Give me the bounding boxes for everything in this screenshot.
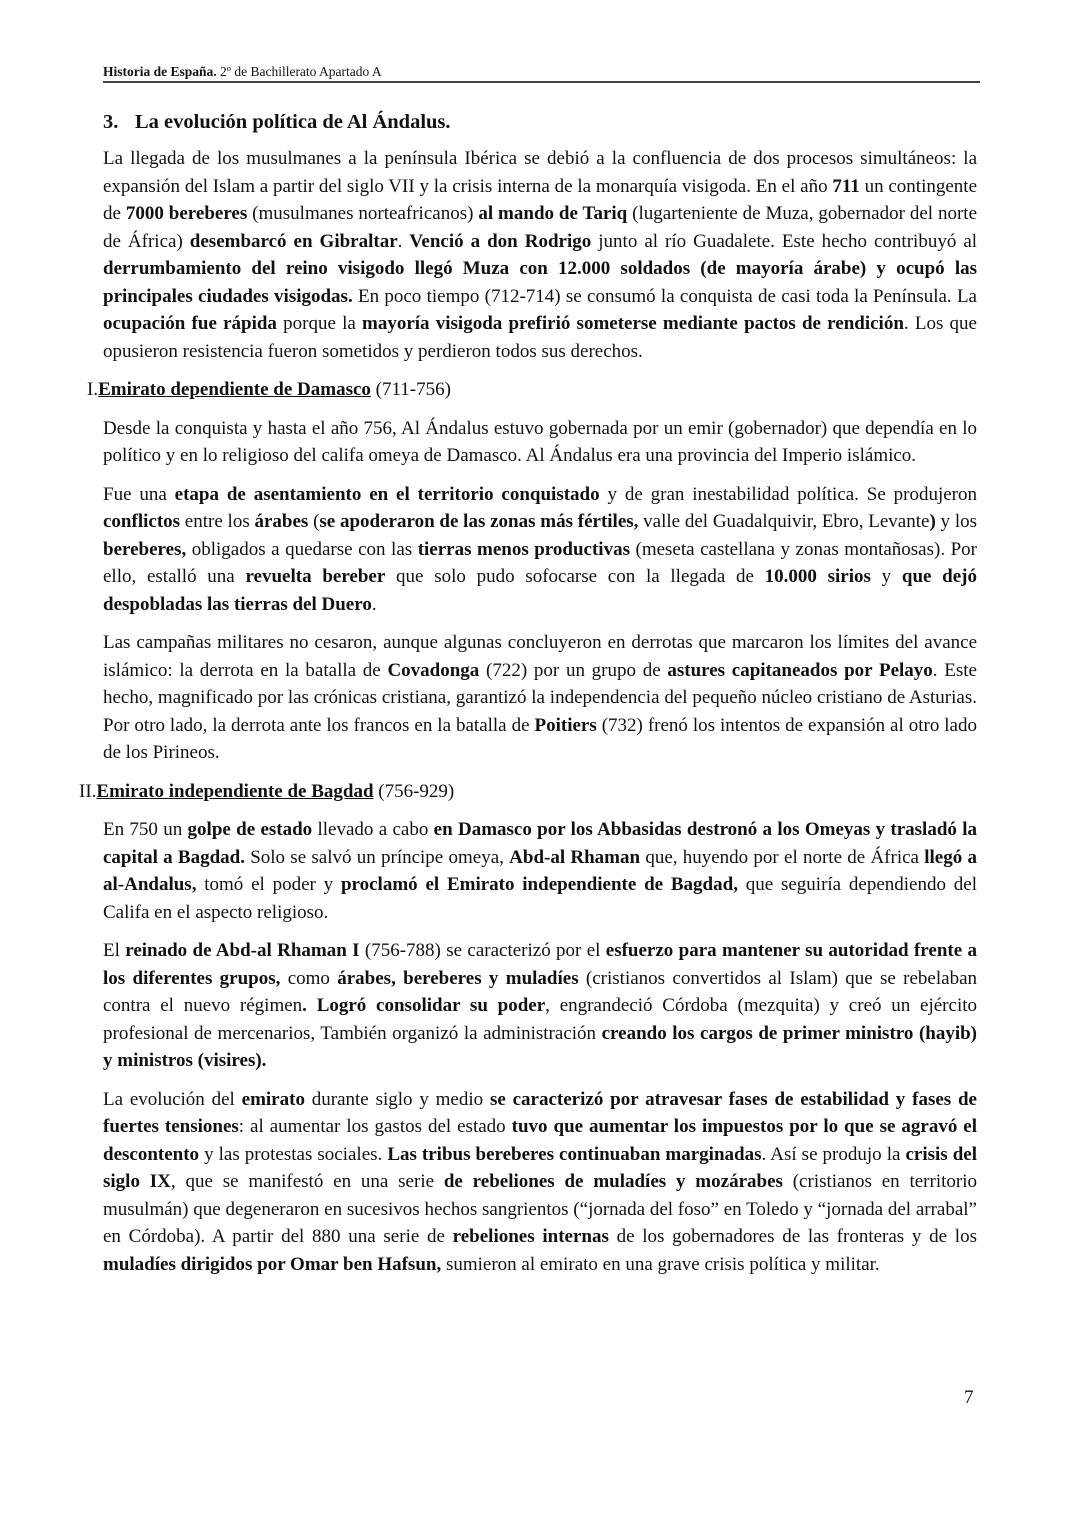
- text: que solo pudo sofocarse con la llegada de: [385, 566, 765, 587]
- bold-text: Las tribus bereberes continuaban marginadas: [387, 1143, 762, 1165]
- text: En poco tiempo (712-714) se consumó la conquista de casi toda la Península. La: [352, 285, 977, 307]
- bold-text: 7000 bereberes: [125, 203, 248, 224]
- text: (756-788) se caracterizó por el: [359, 940, 606, 961]
- text: (musulmanes norteafricanos): [247, 203, 479, 224]
- text: . Este hecho, magnificado por las crónicas cristiana, garantizó la independencia del pequeño núcleo cristiano de Asturias. Por otro lado, la derrota ante los francos en la batalla de: [103, 659, 977, 736]
- bold-text: astures capitaneados por Pelayo: [667, 659, 933, 681]
- text: , que se manifestó en una serie: [170, 1171, 444, 1192]
- paragraph: [103, 937, 977, 1075]
- bold-text: etapa de asentamiento en el territorio conquistado: [174, 483, 600, 505]
- bold-text: al mando de Tariq: [478, 203, 628, 224]
- text: entre los: [180, 511, 255, 532]
- text: tomó el poder y: [196, 874, 341, 895]
- text: (722) por un grupo de: [479, 659, 668, 681]
- text: y los: [935, 511, 977, 532]
- header-course: Historia de España.: [103, 64, 217, 79]
- page-number: 7: [964, 1387, 974, 1408]
- text: porque la: [276, 313, 362, 334]
- heading-dates: (711-756): [370, 379, 451, 400]
- heading-title: Emirato independiente de Bagdad: [96, 780, 374, 802]
- bold-text: se apoderaron de las zonas más fértiles,: [319, 511, 639, 532]
- bold-text: en Damasco por los Abbasidas destronó a los Omeyas y trasladó la capital a Bagdad.: [103, 819, 977, 868]
- text: obligados a quedarse con las: [186, 538, 418, 560]
- text: valle del Guadalquivir, Ebro, Levante: [638, 511, 930, 532]
- paragraph: [103, 629, 977, 767]
- text: y de gran inestabilidad política. Se produjeron: [599, 483, 978, 505]
- paragraph: [103, 1086, 977, 1279]
- text: La llegada de los musulmanes a la península Ibérica se debió a la confluencia de dos procesos simultáneos: la expansión del Islam a partir del siglo VII y la crisis interna de la monarquía visigoda. En el año: [103, 148, 977, 197]
- bold-text: árabes: [254, 511, 309, 532]
- bold-text: conflictos: [103, 511, 181, 532]
- section-title-text: La evolución política de Al Ándalus.: [135, 111, 451, 133]
- text: (732) frenó los intentos de expansión al otro lado de los Pirineos.: [103, 714, 977, 763]
- document-body: [79, 145, 978, 1289]
- text: . Los que opusieron resistencia fueron sometidos y perdieron todos sus derechos.: [103, 313, 977, 362]
- text: sumieron al emirato en una grave crisis política y militar.: [441, 1253, 880, 1275]
- bold-text: emirato: [241, 1088, 305, 1110]
- bold-text: creando los cargos de primer ministro (hayib) y ministros (visires).: [103, 1022, 978, 1071]
- header-subtitle: 2º de Bachillerato Apartado A: [216, 64, 382, 79]
- bold-text: que dejó despobladas las tierras del Duero: [103, 566, 977, 615]
- paragraph: [103, 415, 977, 470]
- bold-text: 10.000 sirios: [764, 566, 871, 587]
- bold-text: llegó a al-Andalus,: [103, 846, 977, 895]
- text: y las protestas sociales.: [199, 1143, 388, 1165]
- subsection-heading: [79, 778, 977, 806]
- bold-text: se caracterizó por atravesar fases de estabilidad y fases de fuertes tensiones: [103, 1088, 977, 1137]
- text: junto al río Guadalete. Este hecho contribuyó al: [591, 230, 978, 252]
- bold-text: Covadonga: [387, 659, 480, 681]
- text: (lugarteniente de Muza, gobernador del norte de África): [103, 203, 978, 252]
- heading-numeral: II.: [79, 780, 97, 802]
- text: Las campañas militares no cesaron, aunque algunas concluyeron en derrotas que marcaron los límites del avance islámico: la derrota en la batalla de: [103, 632, 977, 681]
- section-title: [103, 108, 451, 136]
- bold-text: tuvo que aumentar los impuestos por lo que se agravó el descontento: [103, 1116, 977, 1165]
- bold-text: golpe de estado: [187, 819, 313, 840]
- bold-text: reinado de Abd-al Rhaman I: [125, 940, 360, 961]
- text: que seguiría dependiendo del Califa en el aspecto religioso.: [103, 874, 977, 923]
- text: (cristianos convertidos al Islam) que se rebelaban contra el nuevo régimen: [103, 967, 977, 1016]
- bold-text: proclamó el Emirato independiente de Bagdad,: [340, 874, 738, 895]
- running-header: [103, 64, 980, 83]
- text: de los gobernadores de las fronteras y de los: [608, 1226, 977, 1247]
- heading-title: Emirato dependiente de Damasco: [98, 379, 371, 400]
- bold-text: desembarcó en Gibraltar: [189, 230, 398, 252]
- text: Fue una: [103, 483, 175, 505]
- text: .: [397, 230, 410, 252]
- bold-text: revuelta bereber: [245, 566, 386, 587]
- section-number: 3.: [103, 111, 119, 133]
- text: llevado a cabo: [312, 819, 434, 840]
- bold-text: Poitiers: [534, 714, 597, 736]
- text: La evolución del: [103, 1088, 242, 1110]
- text: (: [308, 511, 320, 532]
- bold-text: 711: [832, 175, 860, 197]
- text: : al aumentar los gastos del estado: [238, 1116, 512, 1137]
- bold-text: mayoría visigoda prefirió someterse mediante pactos de rendición: [362, 313, 904, 334]
- text: , engrandeció Córdoba (mezquita) y creó un ejército profesional de mercenarios, También organizó la administración: [103, 995, 977, 1044]
- text: como: [280, 967, 338, 989]
- bold-text: crisis del siglo IX: [103, 1143, 977, 1192]
- bold-text: ocupación fue rápida: [103, 313, 277, 334]
- paragraph: [103, 816, 977, 926]
- heading-numeral: I.: [87, 379, 99, 400]
- bold-text: bereberes,: [103, 538, 187, 560]
- text: . Así se produjo la: [761, 1143, 906, 1165]
- bold-text: derrumbamiento del reino visigodo llegó Muza con 12.000 soldados (de mayoría árabe) y ocupó las principales ciudades visigodas.: [103, 258, 977, 307]
- bold-text: de rebeliones de muladíes y mozárabes: [443, 1171, 783, 1192]
- bold-text: ): [929, 511, 936, 532]
- paragraph: [103, 481, 977, 619]
- bold-text: esfuerzo para mantener su autoridad frente a los diferentes grupos,: [103, 940, 977, 989]
- text: .: [371, 593, 377, 615]
- text: y: [870, 566, 902, 587]
- heading-dates: (756-929): [373, 780, 455, 802]
- bold-text: tierras menos productivas: [417, 538, 630, 560]
- text: (meseta castellana y zonas montañosas). Por ello, estalló una: [103, 538, 977, 587]
- text: (cristianos en territorio musulmán) que degeneraron en sucesivos hechos sangrientos (“jornada del foso” en Toledo y “jornada del arrabal” en Córdoba). A partir del 880 una serie de: [103, 1171, 977, 1247]
- text: Desde la conquista y hasta el año 756, Al Ándalus estuvo gobernada por un emir (gobernador) que dependía en lo político y en lo religioso del califa omeya de Damasco. Al Ándalus era una provincia del Imperio islámico.: [103, 417, 977, 466]
- subsection-heading: [87, 376, 977, 404]
- bold-text: . Logró consolidar su poder: [302, 995, 546, 1016]
- bold-text: Venció a don Rodrigo: [409, 230, 592, 252]
- bold-text: Abd-al Rhaman: [509, 846, 641, 868]
- bold-text: árabes, bereberes y muladíes: [337, 967, 579, 989]
- bold-text: rebeliones internas: [452, 1226, 609, 1247]
- paragraph: [103, 145, 977, 365]
- text: que, huyendo por el norte de África: [640, 846, 925, 868]
- text: Solo se salvó un príncipe omeya,: [244, 846, 510, 868]
- bold-text: muladíes dirigidos por Omar ben Hafsun,: [103, 1253, 442, 1275]
- text: El: [103, 940, 126, 961]
- text: En 750 un: [103, 819, 188, 840]
- text: un contingente de: [103, 175, 978, 224]
- text: durante siglo y medio: [304, 1088, 490, 1110]
